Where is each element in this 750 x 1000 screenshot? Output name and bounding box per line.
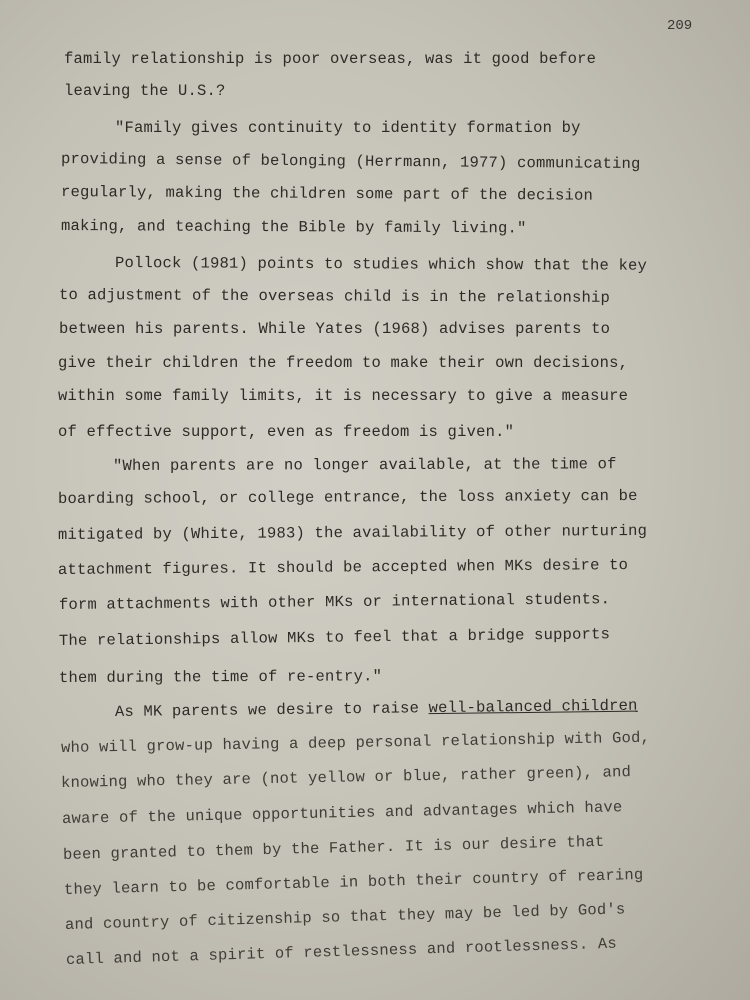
text-line-8: to adjustment of the overseas child is in the relationship [58, 286, 611, 307]
text-line-20-start: As MK parents we desire to raise [114, 699, 429, 721]
text-line-25: they learn to be comfortable in both their country of rearing [63, 865, 644, 899]
text-line-18: The relationships allow MKs to feel that a bridge supports [58, 625, 611, 650]
text-line-1: family relationship is poor overseas, was it good before [64, 50, 597, 68]
text-line-15: mitigated by (White, 1983) the availability of other nurturing [57, 521, 648, 544]
text-line-7: Pollock (1981) points to studies which show that the key [114, 254, 648, 275]
page-number: 209 [667, 18, 693, 34]
text-line-9: between his parents. While Yates (1968) advises parents to [59, 320, 611, 338]
text-line-22: knowing who they are (not yellow or blue, rather green), and [60, 763, 632, 792]
underlined-phrase: well-balanced children [428, 696, 638, 718]
text-line-26: and country of citizenship so that they may be led by God's [64, 900, 626, 934]
text-line-2: leaving the U.S.? [64, 82, 226, 100]
text-line-19: them during the time of re-entry." [58, 667, 383, 687]
text-line-27: call and not a spirit of restlessness and rootlessness. As [65, 934, 618, 969]
text-line-5: regularly, making the children some part of the decision [60, 183, 594, 205]
text-line-24: been granted to them by the Father. It is our desire that [62, 832, 605, 864]
text-line-3: "Family gives continuity to identity formation by [115, 119, 581, 137]
text-line-21: who will grow-up having a deep personal relationship with God, [60, 728, 651, 757]
text-line-14: boarding school, or college entrance, the loss anxiety can be [57, 486, 638, 508]
text-line-12: of effective support, even as freedom is given." [58, 423, 515, 441]
text-line-4: providing a sense of belonging (Herrmann, 1977) communicating [60, 150, 641, 174]
text-line-6: making, and teaching the Bible by family living." [60, 217, 527, 238]
text-line-20 [115, 697, 638, 721]
text-line-10: give their children the freedom to make their own decisions, [58, 354, 629, 372]
text-line-17: form attachments with other MKs or international students. [58, 590, 611, 614]
text-line-23: aware of the unique opportunities and advantages which have [61, 798, 623, 828]
text-line-11: within some family limits, it is necessary to give a measure [58, 387, 629, 405]
text-line-16: attachment figures. It should be accepted when MKs desire to [57, 556, 629, 579]
text-line-13: "When parents are no longer available, at the time of [112, 455, 617, 475]
